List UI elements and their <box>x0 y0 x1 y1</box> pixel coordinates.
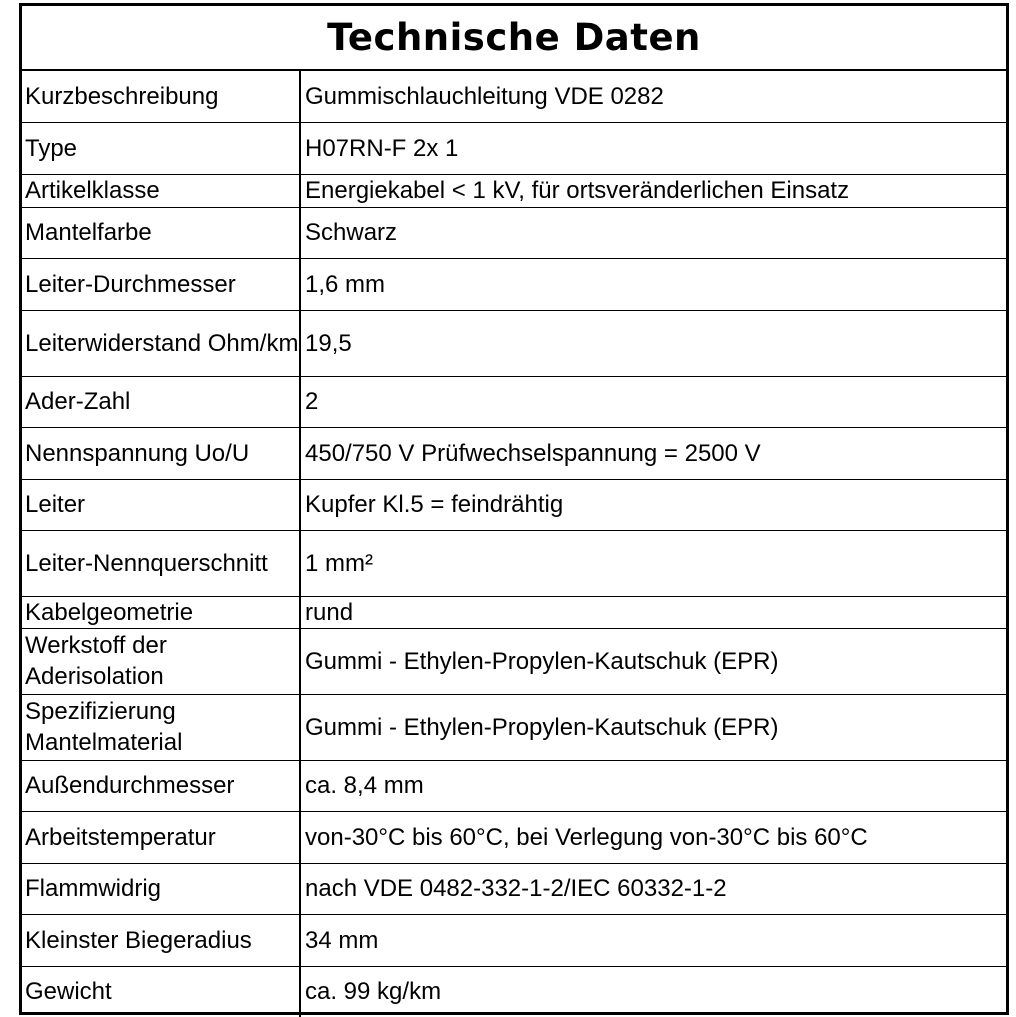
row-value: Gummi - Ethylen-Propylen-Kautschuk (EPR) <box>300 628 1006 694</box>
table-row <box>22 694 1006 760</box>
table-row <box>22 376 1006 427</box>
table-row <box>22 71 1006 122</box>
table-row <box>22 174 1006 207</box>
row-label: Flammwidrig <box>22 863 300 914</box>
table-row <box>22 811 1006 863</box>
row-label: Nennspannung Uo/U <box>22 427 300 479</box>
row-value: Gummi - Ethylen-Propylen-Kautschuk (EPR) <box>300 694 1006 760</box>
table-row <box>22 258 1006 310</box>
table-row <box>22 914 1006 966</box>
row-label: Spezifizierung Mantelmaterial <box>22 694 300 760</box>
title-row <box>22 6 1006 71</box>
row-label: Leiter-Nennquerschnitt <box>22 530 300 596</box>
table-row <box>22 530 1006 596</box>
row-value: Gummischlauchleitung VDE 0282 <box>300 71 1006 122</box>
row-value: 19,5 <box>300 310 1006 376</box>
table-row <box>22 596 1006 628</box>
row-label: Mantelfarbe <box>22 207 300 258</box>
row-value: Energiekabel < 1 kV, für ortsveränderlichen Einsatz <box>300 174 1006 207</box>
row-value: 34 mm <box>300 914 1006 966</box>
spec-sheet <box>19 3 1009 1015</box>
row-label: Leiterwiderstand Ohm/km <box>22 310 300 376</box>
row-value: H07RN-F 2x 1 <box>300 122 1006 174</box>
table-row <box>22 310 1006 376</box>
row-value: rund <box>300 596 1006 628</box>
row-label: Artikelklasse <box>22 174 300 207</box>
row-label: Gewicht <box>22 966 300 1017</box>
table-row <box>22 207 1006 258</box>
row-value: ca. 8,4 mm <box>300 760 1006 811</box>
row-label: Kleinster Biegeradius <box>22 914 300 966</box>
spec-table <box>22 71 1006 1017</box>
row-value: von-30°C bis 60°C, bei Verlegung von-30°C bis 60°C <box>300 811 1006 863</box>
row-label: Leiter-Durchmesser <box>22 258 300 310</box>
row-value: 1 mm² <box>300 530 1006 596</box>
table-row <box>22 966 1006 1017</box>
row-label: Werkstoff der Aderisolation <box>22 628 300 694</box>
row-label: Arbeitstemperatur <box>22 811 300 863</box>
row-value: Schwarz <box>300 207 1006 258</box>
table-row <box>22 628 1006 694</box>
row-label: Kabelgeometrie <box>22 596 300 628</box>
row-value: nach VDE 0482-332-1-2/IEC 60332-1-2 <box>300 863 1006 914</box>
row-value: 2 <box>300 376 1006 427</box>
table-row <box>22 122 1006 174</box>
row-label: Ader-Zahl <box>22 376 300 427</box>
row-value: 1,6 mm <box>300 258 1006 310</box>
row-label: Leiter <box>22 479 300 530</box>
row-label: Kurzbeschreibung <box>22 71 300 122</box>
table-row <box>22 427 1006 479</box>
page-title: Technische Daten <box>327 16 701 59</box>
table-row <box>22 760 1006 811</box>
row-value: Kupfer Kl.5 = feindrähtig <box>300 479 1006 530</box>
row-value: 450/750 V Prüfwechselspannung = 2500 V <box>300 427 1006 479</box>
table-row <box>22 863 1006 914</box>
row-value: ca. 99 kg/km <box>305 978 442 1006</box>
row-label: Type <box>22 122 300 174</box>
row-label: Außendurchmesser <box>22 760 300 811</box>
table-row <box>22 479 1006 530</box>
